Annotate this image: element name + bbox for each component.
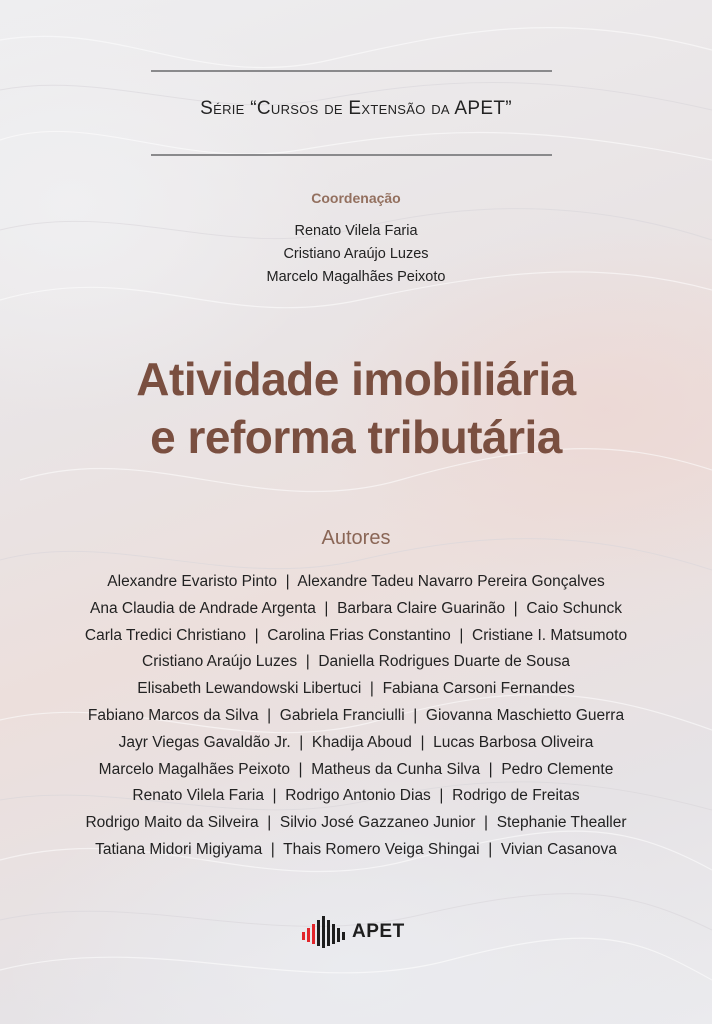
top-divider xyxy=(151,70,552,72)
authors-line: Rodrigo Maito da Silveira | Silvio José Gazzaneo Junior | Stephanie Thealler xyxy=(85,814,627,832)
coordination-label: Coordenação xyxy=(311,190,401,206)
authors-line: Jayr Viegas Gavaldão Jr. | Khadija Aboud | Lucas Barbosa Oliveira xyxy=(118,733,594,751)
authors-label: Autores xyxy=(321,527,391,549)
coordinator-name: Cristiano Araújo Luzes xyxy=(283,246,429,262)
authors-line: Carla Tredici Christiano | Carolina Frias Constantino | Cristiane I. Matsumoto xyxy=(84,626,628,644)
series-title: Série “Cursos de Extensão da APET” xyxy=(200,98,512,119)
authors-line: Marcelo Magalhães Peixoto | Matheus da Cunha Silva | Pedro Clemente xyxy=(98,760,614,778)
publisher-logo xyxy=(302,914,405,950)
authors-line: Tatiana Midori Migiyama | Thais Romero Veiga Shingai | Vivian Casanova xyxy=(95,840,617,858)
publisher-name: APET xyxy=(352,921,405,942)
book-title-line: e reforma tributária xyxy=(150,411,562,463)
authors-list xyxy=(0,569,712,864)
coordinator-name: Renato Vilela Faria xyxy=(294,223,418,239)
authors-line: Renato Vilela Faria | Rodrigo Antonio Dias | Rodrigo de Freitas xyxy=(132,787,580,805)
apet-logo-icon xyxy=(302,914,348,950)
authors-line: Fabiano Marcos da Silva | Gabriela Franciulli | Giovanna Maschietto Guerra xyxy=(87,706,625,724)
book-title-line: Atividade imobiliária xyxy=(136,353,576,405)
authors-line: Cristiano Araújo Luzes | Daniella Rodrigues Duarte de Sousa xyxy=(142,653,570,671)
coordinator-name: Marcelo Magalhães Peixoto xyxy=(266,269,446,285)
coordination-list xyxy=(0,220,712,289)
authors-line: Elisabeth Lewandowski Libertuci | Fabiana Carsoni Fernandes xyxy=(137,680,575,698)
bottom-divider xyxy=(151,154,552,156)
book-title xyxy=(0,350,712,466)
authors-line: Alexandre Evaristo Pinto | Alexandre Tadeu Navarro Pereira Gonçalves xyxy=(107,573,605,590)
authors-line: Ana Claudia de Andrade Argenta | Barbara Claire Guarinão | Caio Schunck xyxy=(90,599,622,617)
